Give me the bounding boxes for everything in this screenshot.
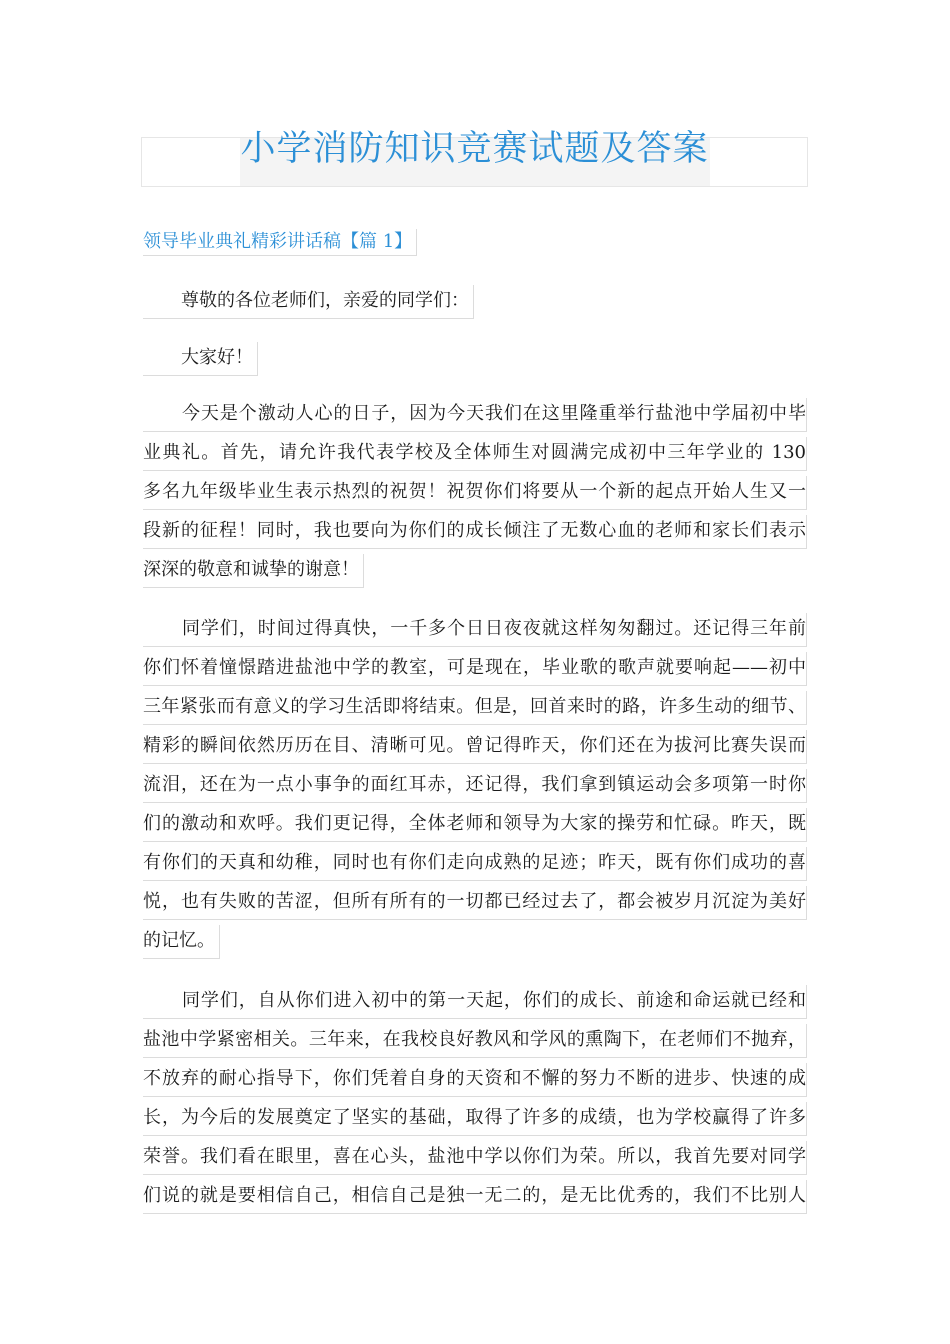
text-line [143, 515, 807, 549]
text-line [143, 1102, 807, 1136]
text-line [143, 691, 807, 725]
line-text: 同学们，自从你们进入初中的第一天起，你们的成长、前途和命运就已经和 [181, 990, 806, 1011]
paragraph-growth [143, 985, 807, 1214]
line-text: 业典礼。首先，请允许我代表学校及全体师生对圆满完成初中三年学业的 130 [143, 442, 806, 463]
text-line [143, 886, 807, 920]
greeting-salutation [143, 285, 807, 323]
text-line [143, 437, 807, 471]
line-text: 同学们，时间过得真快，一千多个日日夜夜就这样匆匆翻过。还记得三年前 [181, 618, 806, 639]
text-line [143, 476, 807, 510]
line-text: 不放弃的耐心指导下，你们凭着自身的天资和不懈的努力不断的进步、快速的成 [143, 1068, 806, 1089]
paragraph-opening [143, 398, 807, 588]
text-line [143, 613, 807, 647]
line-text: 长，为今后的发展奠定了坚实的基础，取得了许多的成绩，也为学校赢得了许多 [143, 1107, 806, 1128]
greeting-hello [143, 342, 807, 380]
text-line [143, 285, 474, 319]
line-text: 三年紧张而有意义的学习生活即将结束。但是，回首来时的路，许多生动的细节、 [143, 696, 806, 717]
greeting-text: 大家好！ [181, 347, 253, 368]
line-text: 段新的征程！同时，我也要向为你们的成长倾注了无数心血的老师和家长们表示 [143, 520, 806, 541]
line-text: 的记忆。 [143, 930, 215, 951]
text-line [143, 1141, 807, 1175]
text-line [143, 847, 807, 881]
text-line [143, 554, 364, 588]
document-title: 小学消防知识竞赛试题及答案 [240, 129, 709, 169]
line-text: 们说的就是要相信自己，相信自己是独一无二的，是无比优秀的，我们不比别人 [143, 1185, 806, 1206]
line-text: 深深的敬意和诚挚的谢意！ [143, 559, 359, 580]
section-heading: 领导毕业典礼精彩讲话稿【篇 1】 [143, 229, 417, 256]
text-line [143, 925, 220, 959]
text-line [143, 342, 258, 376]
text-line [143, 808, 807, 842]
text-line [143, 1063, 807, 1097]
line-text: 流泪，还在为一点小事争的面红耳赤，还记得，我们拿到镇运动会多项第一时你 [143, 774, 806, 795]
line-text: 多名九年级毕业生表示热烈的祝贺！祝贺你们将要从一个新的起点开始人生又一 [143, 481, 806, 502]
greeting-text: 尊敬的各位老师们，亲爱的同学们： [181, 290, 469, 311]
line-text: 盐池中学紧密相关。三年来，在我校良好教风和学风的熏陶下，在老师们不抛弃， [143, 1029, 806, 1050]
text-line [143, 730, 807, 764]
line-text: 荣誉。我们看在眼里，喜在心头，盐池中学以你们为荣。所以，我首先要对同学 [143, 1146, 806, 1167]
text-line [143, 1024, 807, 1058]
paragraph-memories [143, 613, 807, 959]
text-line [143, 1180, 807, 1214]
text-line [143, 985, 807, 1019]
line-text: 有你们的天真和幼稚，同时也有你们走向成熟的足迹；昨天，既有你们成功的喜 [143, 852, 806, 873]
text-line [143, 398, 807, 432]
line-text: 悦，也有失败的苦涩，但所有所有的一切都已经过去了，都会被岁月沉淀为美好 [143, 891, 806, 912]
line-text: 你们怀着憧憬踏进盐池中学的教室，可是现在，毕业歌的歌声就要响起——初中 [143, 657, 806, 678]
line-text: 们的激动和欢呼。我们更记得，全体老师和领导为大家的操劳和忙碌。昨天，既 [143, 813, 806, 834]
text-line [143, 769, 807, 803]
text-line [143, 652, 807, 686]
line-text: 精彩的瞬间依然历历在目、清晰可见。曾记得昨天，你们还在为拔河比赛失误而 [143, 735, 806, 756]
line-text: 今天是个激动人心的日子，因为今天我们在这里隆重举行盐池中学届初中毕 [181, 403, 806, 424]
